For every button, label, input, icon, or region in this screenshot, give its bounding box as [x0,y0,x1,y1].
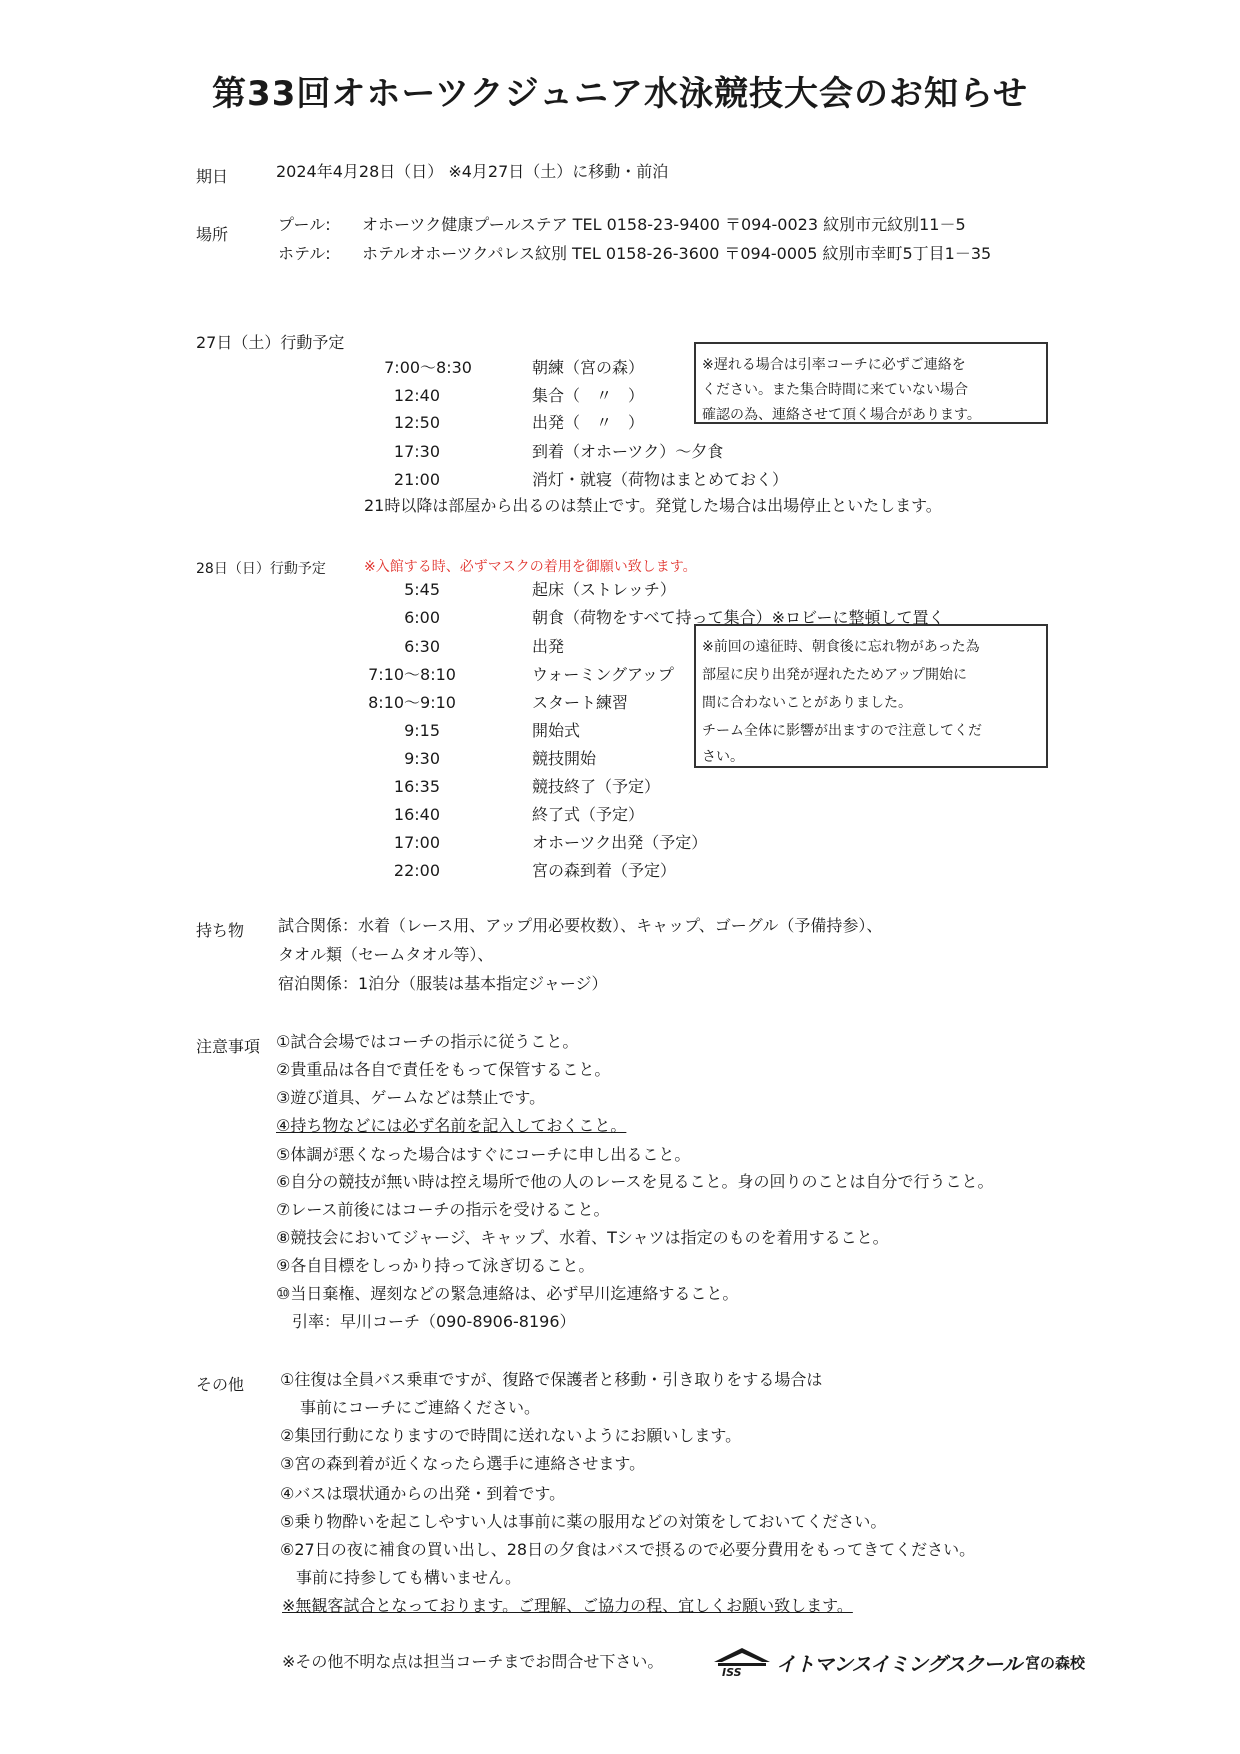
day28-time: 16:35 [393,777,440,796]
caution-item: ①試合会場ではコーチの指示に従うこと。 [276,1032,579,1051]
other-item: ②集団行動になりますので時間に送れないようにお願いします。 [280,1426,742,1445]
hotel-label: ホテル: [278,244,331,263]
items-label: 持ち物 [196,921,245,940]
day28-activity: 競技終了（予定） [532,777,661,796]
day28-time: 8:10～9:10 [368,693,456,712]
other-item: ③宮の森到着が近くなったら選手に連絡させます。 [280,1454,646,1473]
page-title: 第33回オホーツクジュニア水泳競技大会のお知らせ [212,74,1028,114]
day28-activity: オホーツク出発（予定） [532,833,708,852]
caution-item: ④持ち物などには必ず名前を記入しておくこと。 [276,1116,627,1135]
iss-text: ISS [722,1666,742,1679]
items-line: タオル類（セームタオル等）、 [278,945,494,964]
caution-item: ⑨各自目標をしっかり持って泳ぎ切ること。 [276,1256,595,1275]
day28-time: 5:45 [404,580,440,599]
day28-notice-box [694,624,1048,768]
day28-activity: 開始式 [532,721,581,740]
date-value: 2024年4月28日（日） ※4月27日（土）に移動・前泊 [276,162,669,181]
pool-label: プール: [278,215,331,234]
day27-activity: 集合（ 〃 ） [532,386,645,405]
caution-item: ⑥自分の競技が無い時は控え場所で他の人のレースを見ること。身の回りのことは自分で行うこと。 [276,1172,994,1191]
day27-note: 21時以降は部屋から出るのは禁止です。発覚した場合は出場停止といたします。 [364,496,942,515]
day27-header: 27日（土）行動予定 [196,333,345,352]
day27-time: 12:40 [393,386,440,405]
day28-time: 9:30 [404,749,440,768]
day28-time: 7:10～8:10 [368,665,456,684]
items-line: 宿泊関係：1泊分（服装は基本指定ジャージ） [278,974,608,993]
venue-label: 場所 [196,225,229,244]
day28-activity: 宮の森到着（予定） [532,861,677,880]
day28-time: 17:00 [393,833,440,852]
caution-item: ⑩当日棄権、遅刻などの緊急連絡は、必ず早川迄連絡すること。 [276,1284,739,1303]
day28-time: 6:30 [404,637,440,656]
other-item: 事前にコーチにご連絡ください。 [300,1398,541,1417]
caution-item: ⑤体調が悪くなった場合はすぐにコーチに申し出ること。 [276,1145,691,1164]
day28-activity: 出発 [532,637,565,656]
logo-branch: 宮の森校 [1025,1653,1086,1672]
day27-activity: 出発（ 〃 ） [532,413,645,432]
other-item: ⑥27日の夜に補食の買い出し、28日の夕食はバスで摂るので必要分費用をもってきてください。 [280,1540,976,1559]
caution-item: ⑦レース前後にはコーチの指示を受けること。 [276,1200,610,1219]
mask-notice: ※入館する時、必ずマスクの着用を御願い致します。 [364,559,697,575]
cautions-label: 注意事項 [196,1037,261,1056]
day27-time: 21:00 [393,470,440,489]
day27-time: 7:00～8:30 [384,358,472,377]
day28-time: 9:15 [404,721,440,740]
day28-activity: ウォーミングアップ [532,665,674,684]
footer-text: ※その他不明な点は担当コーチまでお問合せ下さい。 [282,1652,664,1671]
date-label: 期日 [196,167,229,186]
day27-time: 17:30 [393,442,440,461]
notice-line: 間に合わないことがありました。 [702,695,912,711]
day28-activity: 終了式（予定） [532,805,645,824]
notice-line: 部屋に戻り出発が遅れたためアップ開始に [702,667,968,683]
day28-time: 16:40 [393,805,440,824]
day28-time: 22:00 [393,861,440,880]
day27-notice-box [694,342,1048,424]
day27-activity: 消灯・就寝（荷物はまとめておく） [532,470,789,489]
notice-line: ※遅れる場合は引率コーチに必ずご連絡を [702,357,966,373]
day28-activity: 起床（ストレッチ） [532,580,676,599]
other-item: 事前に持参しても構いません。 [296,1568,521,1587]
notice-line: 確認の為、連絡させて頂く場合があります。 [702,407,981,423]
day27-activity: 到着（オホーツク）～夕食 [532,442,724,461]
day28-header: 28日（日）行動予定 [196,561,326,577]
logo-main: イトマンスイミングスクール [776,1651,1021,1676]
school-logo [712,1644,1085,1680]
pool-value: オホーツク健康プールステア TEL 0158-23-9400 〒094-0023 紋別市元紋別11－5 [362,215,966,234]
coach-contact: 引率：早川コーチ（090-8906-8196） [292,1312,576,1331]
hotel-value: ホテルオホーツクパレス紋別 TEL 0158-26-3600 〒094-0005 紋別市幸町5丁目1－35 [362,244,992,263]
notice-line: チーム全体に影響が出ますので注意してくだ [702,723,982,739]
day27-time: 12:50 [393,413,440,432]
notice-line: ※前回の遠征時、朝食後に忘れ物があった為 [702,639,980,655]
caution-item: ③遊び道具、ゲームなどは禁止です。 [276,1088,546,1107]
notice-line: さい。 [702,749,744,765]
day28-time: 6:00 [404,608,440,627]
other-item: ④バスは環状通からの出発・到着です。 [280,1484,566,1503]
iss-logo-icon [712,1644,772,1680]
other-item: ①往復は全員バス乗車ですが、復路で保護者と移動・引き取りをする場合は [280,1370,823,1389]
day28-activity: スタート練習 [532,693,629,712]
caution-item: ②貴重品は各自で責任をもって保管すること。 [276,1060,611,1079]
caution-item: ⑧競技会においてジャージ、キャップ、水着、Tシャツは指定のものを着用すること。 [276,1228,889,1247]
day28-activity: 競技開始 [532,749,597,768]
day27-activity: 朝練（宮の森） [532,358,645,377]
day28-activity: 朝食（荷物をすべて持って集合）※ロビーに整頓して置く [532,608,945,627]
other-item: ※無観客試合となっております。ご理解、ご協力の程、宜しくお願い致します。 [282,1596,853,1615]
others-label: その他 [196,1375,245,1394]
notice-line: ください。また集合時間に来ていない場合 [702,382,968,398]
other-item: ⑤乗り物酔いを起こしやすい人は事前に薬の服用などの対策をしておいてください。 [280,1512,887,1531]
items-line: 試合関係：水着（レース用、アップ用必要枚数）、キャップ、ゴーグル（予備持参）、 [278,916,883,935]
